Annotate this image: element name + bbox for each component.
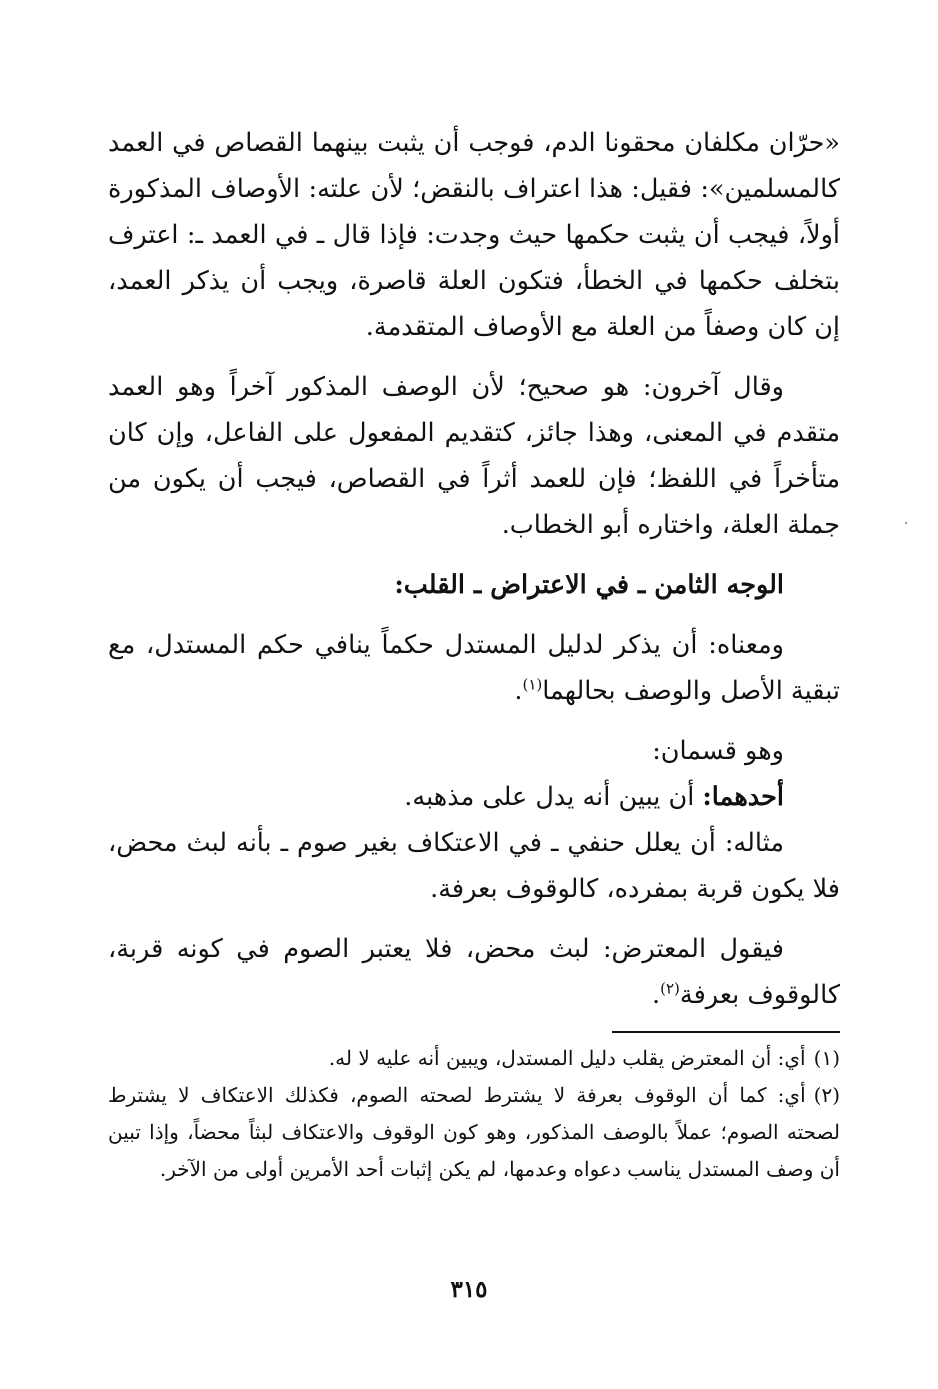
first-type-lead: أحدهما: [702, 782, 784, 812]
scan-speck [905, 522, 907, 524]
footnote-1-text: أي: أن المعترض يقلب دليل المستدل، ويبين أنه عليه لا له. [328, 1046, 806, 1070]
footnote-2 [108, 1077, 840, 1188]
footnote-2-text: أي: كما أن الوقوف بعرفة لا يشترط لصحته الصوم، فكذلك الاعتكاف لا يشترط لصحته الصوم؛ عملاً بالوصف المذكور، وهو كون الوقوف والاعتكاف لبثاً محضاً، وإذا تبين أن وصف المستدل يناسب دعواه وعدمها، لم يكن إثبات أحد الأمرين أولى من الآخر. [108, 1083, 840, 1181]
footnote-2-number: (٢) [813, 1083, 840, 1107]
definition-paragraph [108, 622, 840, 714]
footnote-1 [108, 1040, 840, 1077]
objector-paragraph [108, 926, 840, 1018]
example-paragraph: مثاله: أن يعلل حنفي ـ في الاعتكاف بغير صوم ـ بأنه لبث محض، فلا يكون قربة بمفرده، كالوقوف بعرفة. [108, 828, 840, 904]
page-number: ٣١٥ [450, 1276, 488, 1303]
definition-text: ومعناه: أن يذكر لدليل المستدل حكماً ينافي حكم المستدل، مع تبقية الأصل والوصف بحالهما [108, 630, 840, 706]
types-intro: وهو قسمان: [652, 736, 784, 766]
footnote-1-number: (١) [813, 1046, 840, 1070]
main-text [108, 120, 840, 1018]
footnote-ref-1[interactable]: (١) [522, 675, 543, 694]
objector-text: فيقول المعترض: لبث محض، فلا يعتبر الصوم في كونه قربة، كالوقوف بعرفة [108, 934, 840, 1010]
definition-end: . [514, 676, 523, 706]
first-type [108, 774, 840, 820]
objector-end: . [652, 980, 661, 1010]
section-heading: الوجه الثامن ـ في الاعتراض ـ القلب: [394, 570, 784, 600]
first-type-text: أن يبين أنه يدل على مذهبه. [404, 782, 695, 812]
paragraph-1: «حرّان مكلفان محقونا الدم، فوجب أن يثبت بينهما القصاص في العمد كالمسلمين»: فقيل: هذا اعتراف بالنقض؛ لأن علته: الأوصاف المذكورة أولاً، فيجب أن يثبت حكمها حيث وجدت: فإذا قال ـ في العمد ـ: اعترف بتخلف حكمها في الخطأ، فتكون العلة قاصرة، ويجب أن يذكر العمد، إن كان وصفاً من العلة مع الأوصاف المتقدمة. [108, 128, 840, 342]
paragraph-2: وقال آخرون: هو صحيح؛ لأن الوصف المذكور آخراً وهو العمد متقدم في المعنى، وهذا جائز، كتقديم المفعول على الفاعل، وإن كان متأخراً في اللفظ؛ فإن للعمد أثراً في القصاص، فيجب أن يكون من جملة العلة، واختاره أبو الخطاب. [108, 372, 840, 540]
footnote-ref-2[interactable]: (٢) [660, 979, 680, 998]
footnotes [108, 1040, 840, 1188]
footnote-divider [612, 1031, 840, 1033]
